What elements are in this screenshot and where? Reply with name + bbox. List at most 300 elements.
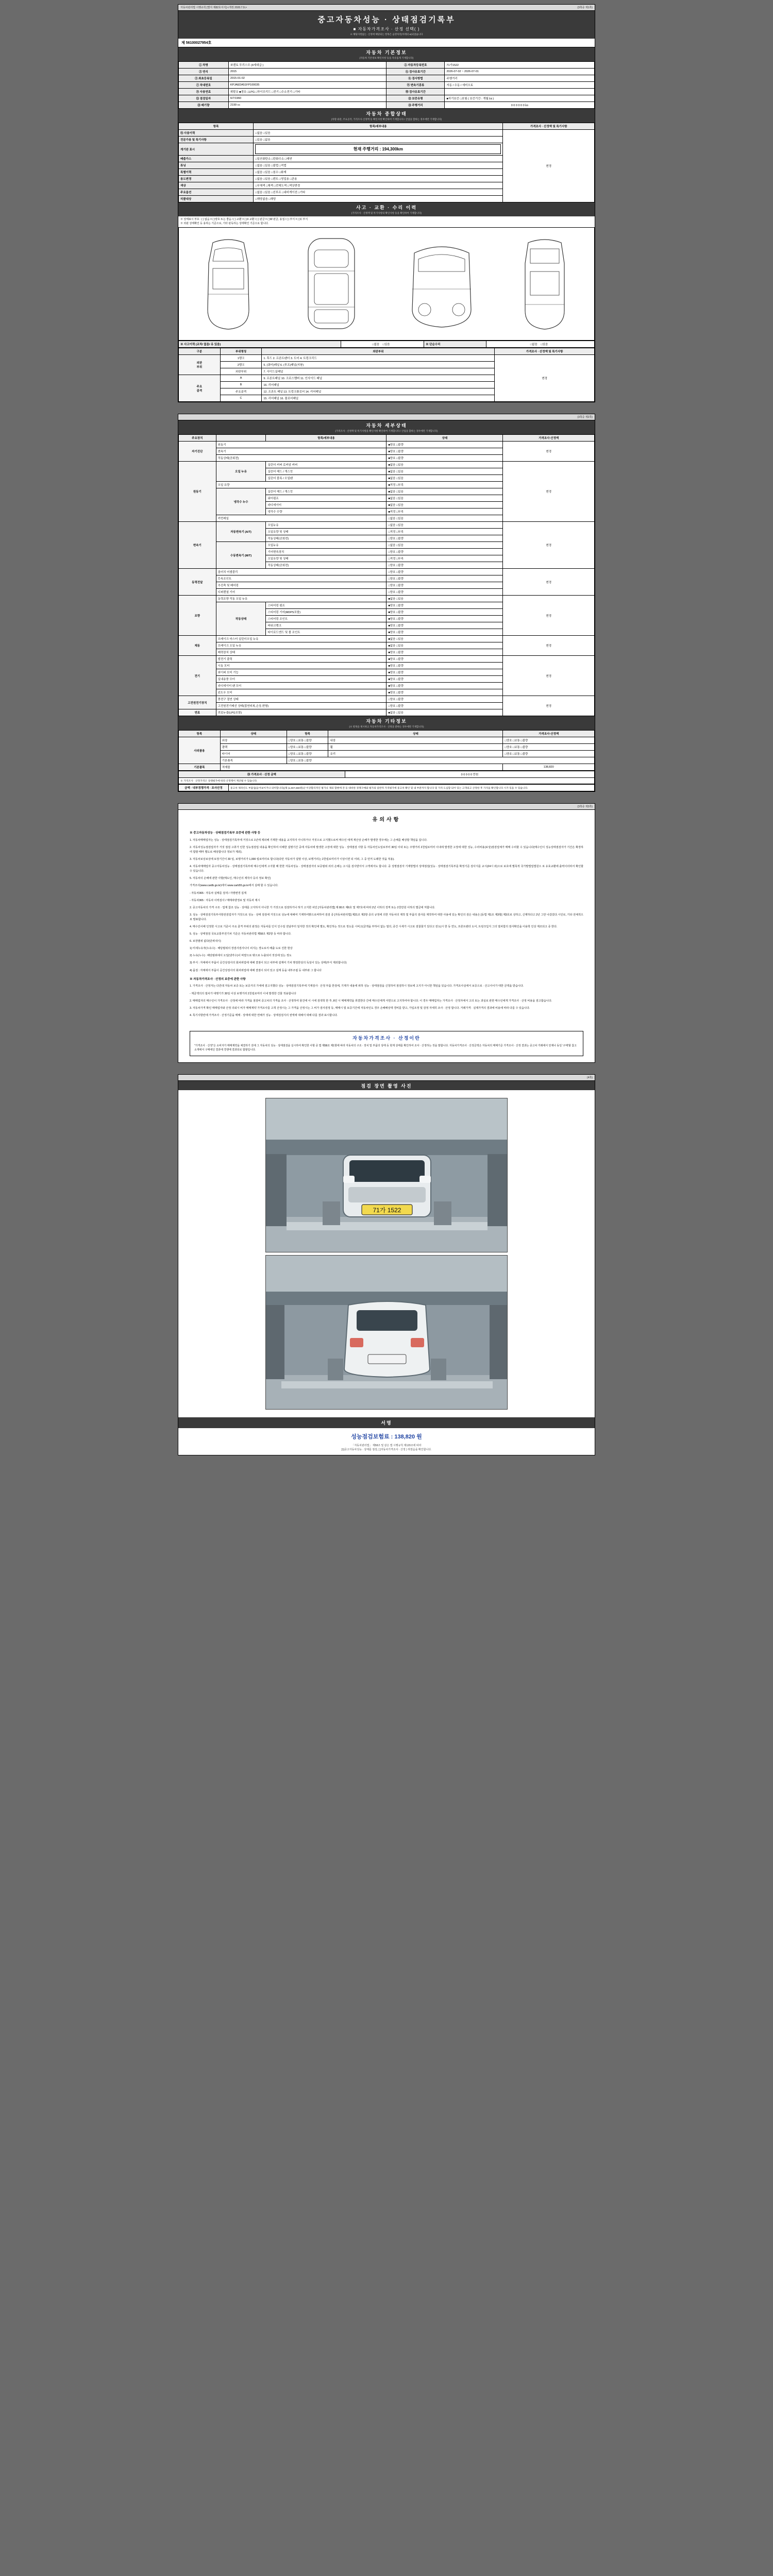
item-label: 기어변속장치: [266, 549, 386, 555]
row-label: 배출가스: [179, 156, 254, 162]
item-state[interactable]: ■양호 □불량: [386, 683, 503, 689]
field-label: ⑤ 최초등록일: [179, 75, 229, 82]
item-state[interactable]: ■없음 □있음: [386, 488, 503, 495]
system-label: 제동: [179, 636, 216, 656]
page-indicator-3: (3쪽중 제3쪽): [577, 805, 593, 808]
item-label: 라디에이터: [266, 502, 386, 509]
car-figure-row: [181, 230, 592, 338]
item-state[interactable]: ■없음 □있음: [386, 709, 503, 716]
item-label: 워터펌프: [266, 495, 386, 502]
col-header-system: 주요장치: [179, 435, 216, 442]
item-label: 스티어링 펌프: [266, 602, 386, 609]
base-item-value: 138,820: [503, 764, 595, 771]
rank-desc: 9. 프론트패널 10. 크로스멤버 11. 인사이드 패널: [262, 375, 495, 382]
item-state[interactable]: ■양호 □불량: [386, 629, 503, 636]
document-subtitle-note: ※ 해당사항없는 ·산정에 해당되는 항목은 음영처리(아래의 ●)되었습니다: [350, 33, 423, 36]
price-note-cell: 변경: [503, 636, 595, 656]
other-group-label: 사외품용: [179, 737, 221, 764]
table-row: [179, 596, 595, 602]
notice-item-2: - 계금액의의 절차가 대행기가 30일 이상 보행거리 2천킬로미터 이내 발생한 건물 적용합니다: [190, 992, 296, 995]
subsystem-label: 냉각수 누수: [216, 488, 266, 515]
form-topbar-2: [178, 414, 595, 420]
notice-item: 4) 품질 : 자체에서 부품이 공간상검사의 회차위업에 대해 결점이 되어 있고 설계 등을 내부조립 등 내부와 그 합니다: [190, 969, 322, 972]
subsystem-label: 수동변속기 (M/T): [216, 542, 266, 569]
table-header-row: [179, 348, 595, 355]
page-indicator-2: (3쪽중 제2쪽): [577, 416, 593, 419]
field-label: ⑫ 보증유형: [386, 95, 445, 102]
item-label: 파워크랭크: [266, 622, 386, 629]
form-topbar-3: [178, 804, 595, 810]
col-header-item2: 항목: [287, 731, 328, 737]
table-row: [179, 778, 595, 784]
odometer-value: 0 0 0 0 0 0 ㎞: [445, 102, 595, 109]
field-value: 휘발유 ■경유 □LPG □하이브리드 □전기 □수소전기 □기타: [228, 89, 386, 95]
rank-desc: 12. 프론트 패널 13. 트렁크플로어 14. 리어패널: [262, 388, 495, 395]
item-state[interactable]: □양호 □불량: [386, 569, 503, 575]
price-definition-box: [190, 1031, 583, 1056]
col-header-state: 항목/세부내용: [254, 123, 503, 130]
total-price-digits: 0 0 0 0 0 만원: [345, 771, 594, 778]
other-info-table: [178, 730, 595, 771]
item-label: 변속기: [216, 448, 386, 455]
sheet-1: [178, 4, 595, 402]
photo-rear-illustration: [266, 1256, 508, 1410]
notice-item: 가격조사(www.cardb.go.kr)에서 www.carb55.go.kr에서 실배 할 수 있습니다.: [190, 884, 278, 888]
notice-item: 1) 미세누유자(누유수) · 해당범위의 장검사검사나이 피지는 경도로서 배출 도로 진한 현상: [190, 947, 293, 951]
table-row: [179, 130, 595, 137]
col-header-part: 부위명칭: [220, 348, 262, 355]
field-label: ② 자동차등록번호: [386, 62, 445, 69]
row-label: 전문가용 및 특기사항: [179, 137, 254, 143]
row-state: □없음 □있음 □불법 □적법: [254, 162, 503, 169]
total-price-note: ※ 가격조사 · 산정가격은 상태평가에 따라 산정액이 계산될 수 있습니다.: [179, 778, 595, 784]
notice-item-2: 2. 매매업자의 매수인이 가격조사 · 산정에 따라 가격을 점검비 중고차의 가격을 조사 · 산정하여 물건에 이 시에 검색학 한 후, 8인 시 매매계약을 취결한다 간에 매수인에게 서면으로 고지하여야 합니다. 이 경우 매매업자는 가격조사 · 산정자에서 고의 또는 과실로 관한 매수인에게 가격조사 · 산정 비용을 검고합습니다.: [190, 999, 552, 1003]
system-label: 동력전달: [179, 569, 216, 596]
item-label: 실린더 헤드 / 개스킷: [266, 468, 386, 475]
table-row: [179, 757, 595, 764]
item-state[interactable]: ■양호 □불량: [386, 455, 503, 462]
car-rear-view-icon: [514, 232, 576, 335]
row-label: 주요옵션: [179, 189, 254, 196]
document-title: 중고자동차성능 · 상태점검기록부: [317, 15, 456, 24]
odometer-label: ⑭ 주행거리: [386, 102, 445, 109]
item-label: 오일유량 및 상태: [266, 529, 386, 535]
price-basis-text: 중고차 제작년도 부품업(들어보이거나 의미합니다)(제 (1,007,000원)난 이상합리적인 평가나 제의 합변에 견 등 대비한 경쟁구매와 평가의 일반적 가격평가에 중고차 확인 및 내 부분까지 합니다 및 가격 도심할 되어 있는 고객의고 산정한 후 가격을 확인합니다 시가 있을 수 있습니다.: [228, 785, 594, 791]
item-label: 충전구 절연 상태: [216, 696, 386, 703]
price-basis-label: 금액 · 내부경쟁가격 · 조사산정: [179, 785, 229, 791]
price-note-cell: 변경: [503, 462, 595, 522]
table-header-row: [179, 731, 595, 737]
notice-item: - 자동차365 : 자동차 실매를 검색 / 자명변경 집계: [190, 891, 246, 895]
field-label: ③ 연식: [179, 69, 229, 75]
item-label: 배력장치 상태: [216, 649, 386, 656]
row-state: □있음 □없음: [254, 137, 503, 143]
simple-repair-label: ※ 단순수리: [424, 341, 486, 348]
mileage-value: 194,300km: [382, 147, 403, 151]
license-plate-text: 71가 1522: [373, 1206, 401, 1214]
item-label: 실린더 커버 로커암 커버: [266, 462, 386, 468]
row-state: □없음 □있음 □침수 □화재: [254, 169, 503, 176]
col-header-outer: 외판부위: [262, 348, 495, 355]
field-value: 2015: [228, 69, 386, 75]
document-subtitle: ■ 자동차가격조사 · 산정 선택( ): [353, 27, 420, 31]
current-mileage-box: [255, 144, 501, 154]
displacement-value: 2199 cc: [228, 102, 386, 109]
table-header-row: [179, 435, 595, 442]
signature-header: 서명: [178, 1417, 595, 1428]
car-top-view-icon: [293, 232, 370, 335]
item-state[interactable]: ■없음 □있음: [386, 462, 503, 468]
field-label: ⑦ 차대번호: [179, 82, 229, 89]
field-value: ■자기보증 □보험 ( 보증기간 : 개월 ㎞ ): [445, 95, 595, 102]
section-overall-header: 자동차 종합상태: [178, 109, 595, 118]
field-value: 2015-01-02: [228, 75, 386, 82]
notice-item: - 자동차365 : 자동차 이력검사 / 매매차량정보 및 자동차 제시: [190, 899, 260, 902]
system-label: 변속기: [179, 522, 216, 569]
col-header-price: 가격조사·산정액: [503, 731, 595, 737]
item-state[interactable]: □적정 □부족: [386, 555, 503, 562]
part-rank-table: [178, 348, 595, 402]
item-state[interactable]: □양호 □불량: [386, 582, 503, 589]
item-state[interactable]: □없음 □있음: [386, 515, 503, 522]
rank-label: A: [220, 375, 262, 382]
row-label: 계기판 표시: [179, 143, 254, 156]
item-label: 실린더 블록 / 오일팬: [266, 475, 386, 482]
item-state[interactable]: ■양호 □불량: [386, 689, 503, 696]
system-label: 자기진단: [179, 442, 216, 462]
item-state[interactable]: □양호 □불량: [386, 535, 503, 542]
inspection-photo-rear: [265, 1255, 508, 1410]
price-note-cell: 변경: [503, 522, 595, 569]
item-state[interactable]: □없음 □있음: [386, 522, 503, 529]
item-state[interactable]: ■양호 □불량: [386, 656, 503, 663]
field-label: ⑪ 점검일자: [179, 95, 229, 102]
inspection-fee-line: [178, 1428, 595, 1443]
row-label: ⑮ 사용이력: [179, 130, 254, 137]
item-state[interactable]: ■양호 □불량: [386, 442, 503, 448]
col-header-price: 가격조사 · 산정액 및 특기사항: [503, 123, 595, 130]
item-state[interactable]: □없음 □있음: [386, 542, 503, 549]
notice-item: 5. 성능 · 상태점검 국토교통부전기차 기준은 자동차관리법 제58조 제2항 등 따라 합니다.: [190, 933, 292, 936]
price-note-cell: 변경: [503, 596, 595, 636]
base-item-label: 기본품목: [179, 764, 221, 771]
other-item-state2[interactable]: □양호 □보통 □불량: [503, 744, 595, 751]
item-label: 고전원전기배선 상태(접연피복,손상,변형): [216, 703, 386, 709]
rank-group-frame: 주요 골격: [179, 375, 221, 402]
total-price-table: [178, 771, 595, 784]
row-state: □없음 □있음 □선루프 □내비게이션 □기타: [254, 189, 503, 196]
price-definition-text: "가격조사 · 산정"은 소비자가 매매계약을 체결하기 전에 그 자동차의 성능 · 상태점검을 실시하여 확인한 사항 중 법 제58조 제1항에 따라 자동차의 구조 · 장치 및 부품의 상태 등 현재 상태를 확인하여 조사 · 산정하는 것을 말합니다. 자동차가격조사 · 산정금액은 자동차의 매매기준 가격조사 · 산정 결과는 중고차 거래에서 언제나 동일 '구매'할 참고 소재에서 구매에던 결과에 경쟁에 결과되로 합할입니다.: [194, 1044, 577, 1052]
system-label: 조향: [179, 596, 216, 636]
item-label: 작동상태(공회전): [266, 535, 386, 542]
item-state[interactable]: ■양호 □불량: [386, 649, 503, 656]
notice-item-2: 4. 특기사항란에 가격조사 · 산정기준을 매매 · 상태에 대한 연해가 성능 · 상태검검지의 권액에 대해서 대해 다를 결과 표시합니다.: [190, 1013, 338, 1017]
notice-item: 4. 매수인이해 인정한 시고로 기준이 주요 골격 부위의 판정은 자동차를 인식 인수일 전날부터 일자한 것의 확인에 별도, 확인하는 것으로 정도를 시비고(금액을 부하이 없는 열의, 중간 시세가 시고로 검찰물기 있다고 전도(시 한 등 연도, 프론트팬더 도어, 트렁크입지 그의 열차함의 검사확인을 이용학 인상 제조되고 중 한다.: [190, 925, 558, 928]
item-state[interactable]: ■없음 □있음: [386, 502, 503, 509]
item-state[interactable]: ■양호 □불량: [386, 676, 503, 683]
field-label: ⑨ 사용연료: [179, 89, 229, 95]
rank-desc: 1. 후드 2. 프론트팬더 3. 도어 4. 트렁크리드: [262, 355, 495, 362]
col-header-category: 구분: [179, 348, 221, 355]
row-label: 색상: [179, 182, 254, 189]
col-header-item: 항목: [179, 123, 254, 130]
rank-desc: 5. (쿼터)패널 6. (루프)패널(지붕): [262, 362, 495, 368]
item-label: 오일 유량: [216, 482, 386, 488]
page-indicator: (3쪽중 제1쪽): [577, 6, 593, 9]
document-number: 제 56100027954호: [178, 39, 595, 47]
item-label: 오일유량 및 상태: [266, 555, 386, 562]
rank-label: C: [220, 395, 262, 402]
row-state: □무채색 □채색 □전체도색 □색상변경: [254, 182, 503, 189]
sheet-2: [178, 414, 595, 792]
field-value: 쏘렌토 투리스모 (4세대급 ): [228, 62, 386, 69]
section-accident-header: 사고 · 교환 · 수리 이력: [178, 202, 595, 212]
table-row: [179, 771, 595, 778]
price-basis-table: [178, 784, 595, 791]
section-basic-info-note: (자동차 기본정보 확인사항 등을 자유롭게 기재합니다): [178, 57, 595, 61]
col-header-item: 항목: [179, 731, 221, 737]
other-item-state[interactable]: □양호 □보통 □불량: [287, 744, 328, 751]
subsystem-label: 작동상태: [216, 602, 266, 636]
signature-footer-line-1: 「자동차관리법」 제58조 및 같은 법 시행규칙 제120조에 따라: [351, 1444, 422, 1447]
item-state[interactable]: ■적정 □부족: [386, 509, 503, 515]
item-state[interactable]: □양호 □불량: [386, 575, 503, 582]
car-front-view-icon: [197, 232, 259, 335]
table-row: [179, 737, 595, 744]
checkbox-option[interactable]: □없음: [372, 343, 380, 346]
item-label: 추진축 및 베어링: [216, 582, 386, 589]
col-header-state: 상태: [386, 435, 503, 442]
diagram-legend: [178, 216, 595, 227]
subsystem-label: 오일 누유: [216, 462, 266, 482]
other-item-key2: 유리: [328, 751, 503, 757]
price-definition-title: 자동차가격조사 · 산정이란: [352, 1035, 421, 1041]
item-label: 동력조향 작동 오일 누유: [216, 596, 386, 602]
document-title-block: [178, 11, 595, 39]
rank-label: 1랭크: [220, 355, 262, 362]
item-state[interactable]: □적정 □부족: [386, 529, 503, 535]
field-value: 71가1522: [445, 62, 595, 69]
item-label: 시동 모터: [216, 663, 386, 669]
rank-group-outer: 외판 부위: [179, 355, 221, 375]
table-row: [179, 462, 595, 468]
accident-history-table: [178, 341, 595, 348]
table-row: [179, 751, 595, 757]
other-item-state[interactable]: □양호 □보통 □불량: [287, 757, 594, 764]
row-label: 용도변경: [179, 176, 254, 182]
table-row: [179, 355, 595, 362]
checkbox-option[interactable]: □있음: [382, 343, 390, 346]
other-item-key2: 내장: [328, 737, 503, 744]
col-header-state2: 상태: [328, 731, 503, 737]
notice-item: 2) 누유(누수) : 해당범위에서 오일(냉각수)이 바깥으로 밖으로 누출되어 것상에 있는 정도: [190, 954, 292, 958]
item-state[interactable]: ■적정 □부족: [386, 482, 503, 488]
notice-item: 3. 성능 · 상태검검기록부사항전검업자가 거짓으로 성능 · 상태 검검에 거짓으로 성능에 대해여 기재하여밝으로써하여 검검 중 [자동차관리법] 제21조 제2항 중의 규정에 의한 자동차의 제작 및 부품의 검사를 제작하여 대한 사용에 있는 확인의 검은 내용은 [동법 제1조 제3항] 제3호로 상하고, 신제하다고 2년 그만 나갔었다.시인로, 기타 전체적으로 발표합니다.: [190, 913, 583, 921]
notice-item: 6. 보장범위 없다(단위내시): [190, 940, 221, 943]
other-item-state[interactable]: □양호 □보통 □불량: [287, 737, 328, 744]
other-item-key2: 휠: [328, 744, 503, 751]
form-topbar: [178, 5, 595, 11]
item-state[interactable]: □양호 □불량: [386, 549, 503, 555]
item-label: 스티어링 기어(MDPS포함): [266, 609, 386, 616]
table-row: [179, 82, 595, 89]
accident-history-label: ※ 사고이력 (교차/ 없음/ 유 있음): [179, 341, 341, 348]
system-label: 전기: [179, 656, 216, 696]
table-row: [179, 744, 595, 751]
item-label: 커먼레일: [216, 515, 386, 522]
col-header-price: 가격조사·산정액: [503, 435, 595, 442]
item-label: 작동상태(공회전): [266, 562, 386, 569]
item-state[interactable]: ■없음 □있음: [386, 636, 503, 642]
sheet-3: [178, 803, 595, 1063]
table-row: [179, 75, 595, 82]
notice-item: 2. 자동차성능점검업자가 거짓 점검 고취가 인한 성능점검업 내용을 확인하여 이해한 설명기간 중에 자동차에 발생한 고장에 대한 성능 · 상태점검 사항 등 자동차인도일로부터 30일 이내 또는 주행거리 2천킬로미터 이내에 발생한 고장에 대한 성능, 수리비용(보상)점검업체가 매매 수리할 수 있습니다(매수인이 성능상태점검자가 기간은 확장하여 합할 때마 별도로 배상합니다 정보가 제외).: [190, 845, 583, 854]
field-value: 주행거리: [445, 75, 595, 82]
item-label: 원동기: [216, 442, 386, 448]
system-label: 원동기: [179, 462, 216, 522]
field-label: ⑩ 검사유효기간: [386, 89, 445, 95]
legend-line-2: ※ 외판 상태확인 등 용하는 기준으로, 기타 판독하는 상태확인 기준으로 합니다.: [180, 222, 269, 225]
item-state[interactable]: ■양호 □불량: [386, 669, 503, 676]
price-note-cell: 변경: [503, 569, 595, 596]
item-state[interactable]: □양호 □불량: [386, 589, 503, 596]
inspection-fee-label: 성능점검보험료 :: [351, 1433, 393, 1440]
photo-front-illustration: [266, 1098, 508, 1252]
field-label: ① 차명: [179, 62, 229, 69]
field-value: KPJAEDA51FP100035: [228, 82, 386, 89]
form-regulation-ref: 자동차관리법 시행규칙 [별지 제82호서식] <개정 2020.7.9.>: [180, 6, 247, 9]
sheet-4: [178, 1074, 595, 1455]
table-row: [179, 656, 595, 663]
item-state[interactable]: □양호 □불량: [386, 562, 503, 569]
item-state[interactable]: ■없음 □있음: [386, 596, 503, 602]
price-note-cell: [503, 130, 595, 202]
row-state: □일산화탄소 □탄화수소 □매연: [254, 156, 503, 162]
section-other-note: (※ 항목을 제시하고 자동차가격조사 · 산정을 받하는 경우에만 기재합니다): [178, 725, 595, 730]
other-item-state2[interactable]: □양호 □보통 □불량: [503, 737, 595, 744]
item-state[interactable]: ■양호 □불량: [386, 609, 503, 616]
section-detail-header: 자동차 세부상태: [178, 420, 595, 430]
field-value: 6/7/1960: [228, 95, 386, 102]
section-overall-note: (차량 외관, 주요골격, 가격조사·산정액 등 확인사항 확인하여 기재합니다 / 산업을 합하는 경우에만 기재합니다): [178, 118, 595, 123]
table-row: [179, 569, 595, 575]
inspection-fee-value: 138,820 원: [394, 1433, 422, 1440]
vehicle-damage-diagram: [178, 227, 595, 341]
field-value: 자동 / 수동 / 세미오토: [445, 82, 595, 89]
notice-section-2-heading: ※ 자동차가격조사 · 산정의 보증에 관한 사항: [190, 977, 246, 981]
table-row: [179, 764, 595, 771]
col-header-state: 상태: [220, 731, 287, 737]
col-header-price: 가격조사 · 산정액 및 특기사항: [495, 348, 595, 355]
table-row: [179, 102, 595, 109]
rank-label: 2랭크: [220, 362, 262, 368]
field-label: ⑧ 변속기종류: [386, 82, 445, 89]
row-state: □해당없음 □해당: [254, 196, 503, 202]
row-label: 리콜대상: [179, 196, 254, 202]
table-row: [179, 62, 595, 69]
section-other-header: 자동차 기타정보: [178, 716, 595, 725]
item-state[interactable]: □양호 □불량: [386, 696, 503, 703]
row-state: [254, 143, 503, 156]
item-state[interactable]: ■양호 □불량: [386, 602, 503, 609]
item-label: 클러치 어셈블리: [216, 569, 386, 575]
accident-history-value: [341, 341, 424, 348]
row-state: □없음 □있음 □렌트 □영업용 □관용: [254, 176, 503, 182]
rank-label: B: [220, 382, 262, 388]
item-state[interactable]: ■양호 □불량: [386, 622, 503, 629]
table-row: [179, 696, 595, 703]
item-label: 와이퍼 모터 기능: [216, 669, 386, 676]
other-item-state2[interactable]: □양호 □보통 □불량: [503, 751, 595, 757]
displacement-label: ⑬ 배기량: [179, 102, 229, 109]
price-note-cell: 변경: [503, 696, 595, 716]
field-value: 2026-07-02 ~ 2026-07-01: [445, 69, 595, 75]
other-item-state[interactable]: □양호 □보통 □불량: [287, 751, 328, 757]
signature-footer: [178, 1443, 595, 1455]
item-label: 브레이크 마스터 실린더오일 누유: [216, 636, 386, 642]
table-row: [179, 341, 595, 348]
table-row: [179, 89, 595, 95]
item-state[interactable]: ■없음 □있음: [386, 495, 503, 502]
basic-info-table: [178, 61, 595, 109]
item-label: 디퍼렌셜 기어: [216, 589, 386, 596]
notice-item-2: 1. 가격조사 · 산정자는 다른데 자동차 보증 또는 보증거의 가세에 검고지했다 성능 · 상태검검기록부에 기재검사 · 산정 부품 한검에, 기재가 내용에 위하 성능 · 상태점검을 신청하여 점검하시 정보에 고지가 아니한 책임을 있습니다. 가격조사실에서 보증으로 · 산고사이가 대한 금액을 받습니다.: [190, 985, 524, 988]
field-value: [445, 89, 595, 95]
item-label: 라디에이터 팬 모터: [216, 683, 386, 689]
item-state[interactable]: ■없음 □있음: [386, 475, 503, 482]
signature-footer-line-2: [1]중고자동차성능 · 상태를 점검, [ ]자동차가격조사 · 산정 ) 하였음을 확인합니다.: [341, 1448, 432, 1451]
item-state[interactable]: ■없음 □있음: [386, 468, 503, 475]
notice-item: 3. 자동차보상보상에 보장기간이 30 일, 보행거리가 1,000 킬로미터로 합니다(다만 자동차가 설명 이상, 보행거리는 2천킬로미터가 이상이면 되 어떠, 그 중 먼저 도래한 것을 적용).: [190, 858, 395, 861]
item-label: 냉각수 수량: [266, 509, 386, 515]
mileage-label: 현재 주행거리 :: [353, 147, 381, 151]
item-label: 스티어링 조인트: [266, 616, 386, 622]
system-label: 연료: [179, 709, 216, 716]
field-label: ⑥ 검사방법: [386, 75, 445, 82]
section-accident-note: (가격조사 · 산정액 및 특기사항의 확인사항 등을 확인하여 기재합니다): [178, 212, 595, 216]
item-state[interactable]: ■양호 □불량: [386, 448, 503, 455]
item-state[interactable]: ■없음 □있음: [386, 642, 503, 649]
notice-item: 2. 중고자동차의 가격 구조 · 업계 참조 성능 · 상태를 고지하지 아니한 가 거짓으로 검검하거나 허가 고지한 차인 [자동차관리법] 제 80조 제6호 및 제7호에 따라 2년 이하의 징역 또는 2천만원 이하의 벌금에 처합니다.: [190, 906, 435, 909]
item-label: 브레이크 오일 누유: [216, 642, 386, 649]
rank-desc: 7. 사이드실패널: [262, 368, 495, 375]
checkbox-option[interactable]: □있음: [541, 343, 548, 346]
table-row: [179, 69, 595, 75]
other-item-key: 타이어: [220, 751, 287, 757]
item-label: 실린더 헤드 / 개스킷: [266, 488, 386, 495]
price-note-text: 변경: [546, 165, 552, 168]
price-note-cell: 변경: [495, 355, 595, 402]
checkbox-option[interactable]: □없음: [530, 343, 537, 346]
price-note-cell: 변경: [503, 442, 595, 462]
overall-state-table: [178, 123, 595, 202]
inspection-photo-front: [265, 1098, 508, 1252]
item-state[interactable]: ■양호 □불량: [386, 616, 503, 622]
subsystem-label: 자동변속기 (A/T): [216, 522, 266, 542]
page-indicator-4: (4쪽): [587, 1076, 593, 1079]
item-state[interactable]: ■양호 □불량: [386, 663, 503, 669]
item-state[interactable]: □양호 □불량: [386, 703, 503, 709]
row-label: 튜닝: [179, 162, 254, 169]
total-price-label: ㉔ 가격조사 · 산정 금액: [179, 771, 345, 778]
section-photos-header: 점검 장면 촬영 사진: [178, 1081, 595, 1090]
table-row: [179, 442, 595, 448]
rank-desc: 16. 리어패널: [262, 382, 495, 388]
rank-label: 주요골격: [220, 388, 262, 395]
base-item-sub: 적재물: [220, 764, 503, 771]
table-row: [179, 785, 595, 791]
section-basic-info-header: 자동차 기본정보: [178, 47, 595, 57]
